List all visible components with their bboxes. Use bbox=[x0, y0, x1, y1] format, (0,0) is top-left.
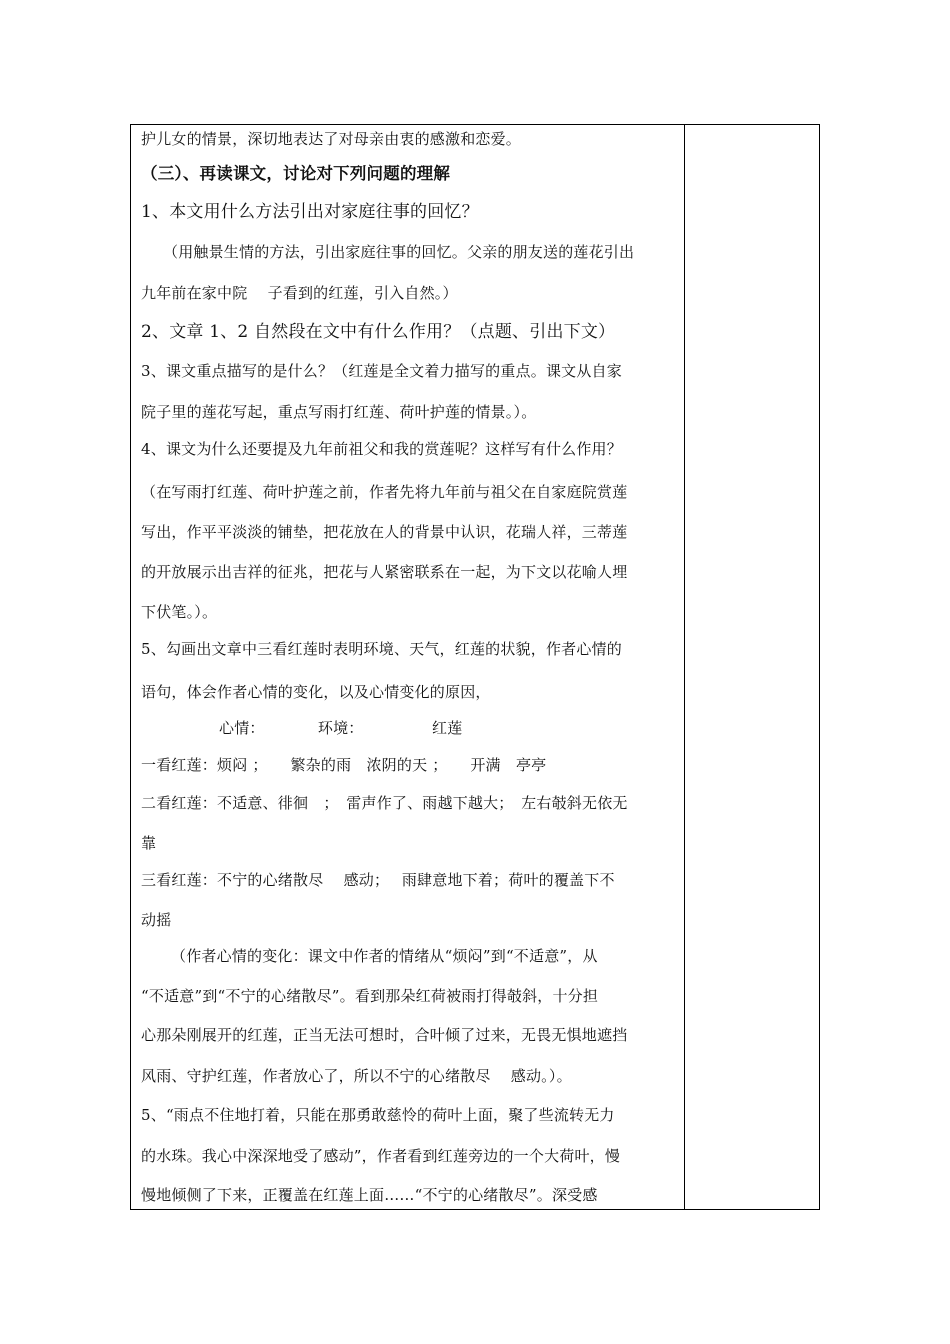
text-line: 护儿女的情景，深切地表达了对母亲由衷的感激和恋爱。 bbox=[141, 130, 522, 148]
question-3-line-1: 3、课文重点描写的是什么？（红莲是全文着力描写的重点。课文从自家 bbox=[141, 362, 622, 380]
question-2: 2、文章 1、2 自然段在文中有什么作用？（点题、引出下文） bbox=[141, 322, 616, 342]
lesson-table bbox=[130, 124, 820, 1210]
first-look: 一看红莲：烦闷 ； 繁杂的雨 浓阴的天 ； 开满 亭亭 bbox=[141, 756, 547, 774]
question-1: 1、本文用什么方法引出对家庭往事的回忆？ bbox=[141, 202, 479, 222]
mood-change-line-2: “不适意”到“不宁的心绪散尽”。看到那朵红荷被雨打得攲斜，十分担 bbox=[141, 987, 599, 1005]
answer-1-line-1: （用触景生情的方法，引出家庭往事的回忆。父亲的朋友送的莲花引出 bbox=[163, 243, 635, 261]
column-headers: 心情： 环境： 红莲 bbox=[219, 719, 463, 737]
question-4: 4、课文为什么还要提及九年前祖父和我的赏莲呢？这样写有什么作用？ bbox=[141, 440, 622, 458]
answer-4-line-4: 下伏笔。）。 bbox=[141, 603, 218, 621]
question-5-line-1: 5、勾画出文章中三看红莲时表明环境、天气，红莲的状貌，作者心情的 bbox=[141, 640, 622, 658]
answer-1-line-2: 九年前在家中院 子看到的红莲，引入自然。） bbox=[141, 284, 458, 302]
question-3-line-2: 院子里的莲花写起，重点写雨打红莲、荷叶护莲的情景。）。 bbox=[141, 403, 537, 421]
quote-line-3: 慢地倾侧了下来，正覆盖在红莲上面……“不宁的心绪散尽”。深受感 bbox=[141, 1186, 598, 1204]
mood-change-line-3: 心那朵刚展开的红莲，正当无法可想时，合叶倾了过来，无畏无惧地遮挡 bbox=[141, 1026, 628, 1044]
answer-4-line-2: 写出，作平平淡淡的铺垫，把花放在人的背景中认识，花瑞人祥，三蒂莲 bbox=[141, 523, 628, 541]
question-5-line-2: 语句，体会作者心情的变化，以及心情变化的原因， bbox=[141, 683, 491, 701]
section-heading: （三）、再读课文，讨论对下列问题的理解 bbox=[141, 164, 451, 183]
answer-4-line-3: 的开放展示出吉祥的征兆，把花与人紧密联系在一起，为下文以花喻人埋 bbox=[141, 563, 628, 581]
third-look-line-2: 动摇 bbox=[141, 911, 172, 929]
third-look-line-1: 三看红莲：不宁的心绪散尽 感动； 雨肆意地下着；荷叶的覆盖下不 bbox=[141, 871, 615, 889]
quote-line-2: 的水珠。我心中深深地受了感动”，作者看到红莲旁边的一个大荷叶，慢 bbox=[141, 1147, 621, 1165]
quote-line-1: 5、“雨点不住地打着，只能在那勇敢慈怜的荷叶上面，聚了些流转无力 bbox=[141, 1106, 615, 1124]
second-look-line-2: 靠 bbox=[141, 834, 157, 852]
content-cell bbox=[131, 125, 684, 1209]
mood-change-line-1: （作者心情的变化：课文中作者的情绪从“烦闷”到“不适意”，从 bbox=[171, 947, 598, 965]
answer-4-line-1: （在写雨打红莲、荷叶护莲之前，作者先将九年前与祖父在自家庭院赏莲 bbox=[141, 483, 628, 501]
mood-change-line-4: 风雨、守护红莲，作者放心了，所以不宁的心绪散尽 感动。）。 bbox=[141, 1067, 572, 1085]
notes-cell bbox=[685, 125, 819, 1209]
second-look-line-1: 二看红莲：不适意、徘徊 ； 雷声作了、雨越下越大； 左右攲斜无依无 bbox=[141, 794, 628, 812]
